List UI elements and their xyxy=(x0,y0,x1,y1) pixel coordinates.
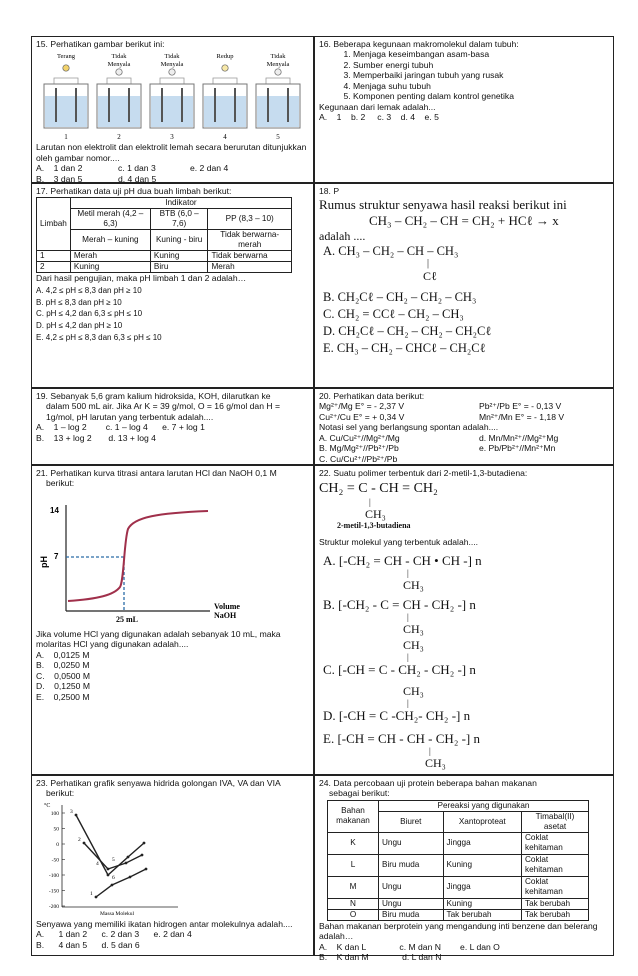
beaker-number: 2 xyxy=(117,133,121,142)
q20-data: Pb²⁺/Pb E° = - 0,13 V xyxy=(479,401,562,412)
table-cell: Kuning xyxy=(443,898,521,909)
point-label: 5 xyxy=(112,856,115,863)
q20-option[interactable]: A. Cu/Cu²⁺//Mg²⁺/Mg xyxy=(319,432,400,443)
q20-option[interactable]: B. Mg/Mg²⁺//Pb²⁺/Pb xyxy=(319,443,399,454)
hydride-boiling-point-chart xyxy=(38,799,188,917)
question-18 xyxy=(314,183,614,388)
q17-col-header: PP (8,3 – 10) xyxy=(208,209,292,230)
q17-limbah-header: Limbah xyxy=(37,198,71,251)
q24-protein-table xyxy=(327,800,589,921)
table-cell: Coklat kehitaman xyxy=(522,854,589,876)
q20-option[interactable]: e. Pb/Pb²⁺//Mn²⁺Mn xyxy=(479,443,556,454)
question-23 xyxy=(31,775,314,956)
q24-col-header: Xantoproteat xyxy=(443,811,521,832)
beaker-solution xyxy=(257,96,299,127)
data-point xyxy=(95,896,98,899)
data-point xyxy=(129,876,132,879)
q19-text: 1g/mol, pH larutan yang terbentuk adalah.... xyxy=(46,411,214,422)
y-tick-label: 50 xyxy=(53,826,59,833)
q17-ph-table xyxy=(36,197,292,273)
question-16 xyxy=(314,36,614,183)
point-label: 4 xyxy=(96,860,99,867)
q22-option-c-bond: | xyxy=(407,652,409,663)
y-tick-label: -200 xyxy=(48,903,59,910)
beaker-lamp-label: Menyala xyxy=(266,61,290,69)
lamp-icon xyxy=(275,69,281,75)
y-tick-label: -100 xyxy=(48,872,59,879)
electrolyte-beakers-figure xyxy=(36,50,306,142)
question-17 xyxy=(31,183,314,388)
q19-options-row1[interactable]: A. 1 – log 2 c. 1 – log 4 e. 7 + log 1 xyxy=(36,422,205,433)
q23-options-row2[interactable]: B. 4 dan 5 d. 5 dan 6 xyxy=(36,939,140,950)
q23-header2: berikut: xyxy=(46,788,75,799)
q16-item: 4. Menjaga suhu tubuh xyxy=(353,81,609,91)
q16-options[interactable]: A. 1 b. 2 c. 3 d. 4 e. 5 xyxy=(319,112,439,123)
q22-option-e-methyl: CH₃ xyxy=(425,756,446,771)
q15-option[interactable]: d. 4 dan 5 xyxy=(118,173,157,184)
beaker-solution xyxy=(45,96,87,127)
q22-monomer-name: 2-metil-1,3-butadiena xyxy=(337,521,411,531)
data-point xyxy=(145,868,148,871)
q15-header: 15. Perhatikan gambar berikut ini: xyxy=(36,39,165,49)
q18-header: 18. P xyxy=(319,186,340,196)
q23-header: 23. Perhatikan grafik senyawa hidrida golongan IVA, VA dan VIA xyxy=(36,778,281,788)
titration-curve-chart xyxy=(38,491,278,623)
data-point xyxy=(107,868,110,871)
q22-header: 22. Suatu polimer terbentuk dari 2-metil-1,3-butadiena: xyxy=(319,468,528,478)
q20-data: Mg²⁺/Mg E° = - 2,37 V xyxy=(319,401,405,412)
q17-question: Dari hasil pengujian, maka pH limbah 1 dan 2 adalah… xyxy=(36,273,247,284)
q22-monomer: CH₂ = C - CH = CH₂ xyxy=(319,481,438,497)
q15-question: Larutan non elektrolit dan elektrolit lemah secara berurutan ditunjukkan oleh gambar nomor.... xyxy=(36,142,307,163)
q17-option[interactable]: A. 4,2 ≤ pH ≤ 8,3 dan pH ≥ 10 xyxy=(36,285,142,295)
lamp-icon xyxy=(63,65,69,71)
table-cell: Ungu xyxy=(379,832,444,854)
table-cell: Coklat kehitaman xyxy=(522,832,589,854)
x-tick-25ml: 25 mL xyxy=(116,614,138,624)
data-point xyxy=(127,856,130,859)
q24-col-header: Biuret xyxy=(379,811,444,832)
q17-option[interactable]: C. pH ≤ 4,2 dan 6,3 ≤ pH ≤ 10 xyxy=(36,309,143,319)
data-point xyxy=(125,862,128,865)
question-24 xyxy=(314,775,614,963)
q17-color-range: Merah – kuning xyxy=(70,230,150,251)
q15-option[interactable]: e. 2 dan 4 xyxy=(190,163,229,174)
q20-option[interactable]: d. Mn/Mn²⁺//Mg²⁺Mg xyxy=(479,432,559,443)
q22-option-c[interactable]: C. [-CH = C - CH₂ - CH₂ -] n xyxy=(323,662,476,678)
point-label: 2 xyxy=(78,836,81,843)
q22-option-e-bond: | xyxy=(429,746,431,757)
q24-header2: sebagai berikut: xyxy=(329,788,390,799)
y-tick-label: 100 xyxy=(50,810,59,817)
table-cell: Ungu xyxy=(379,898,444,909)
table-cell: 1 xyxy=(37,251,71,262)
x-axis-label: Volume xyxy=(214,601,240,611)
table-cell: Tak berubah xyxy=(522,909,589,920)
q22-option-c-methyl: CH₃ xyxy=(403,638,424,653)
q18-option-a[interactable]: A. CH₃ – CH₂ – CH – CH₃ xyxy=(323,243,459,258)
q22-option-e[interactable]: E. [-CH = CH - CH - CH₂ -] n xyxy=(323,731,481,747)
q22-option-a[interactable]: A. [-CH₂ = CH - CH • CH -] n xyxy=(323,553,482,569)
y-tick-label: -150 xyxy=(48,888,59,895)
beaker-lamp-label: Menyala xyxy=(160,61,184,69)
q22-option-a-bond: | xyxy=(407,568,409,579)
beaker-number: 4 xyxy=(223,133,227,142)
question-15 xyxy=(31,36,314,183)
q17-color-range: Kuning - biru xyxy=(150,230,208,251)
table-cell: Merah xyxy=(70,251,150,262)
q22-question: Struktur molekul yang terbentuk adalah.... xyxy=(319,536,479,547)
point-label: 3 xyxy=(70,808,73,815)
data-point xyxy=(143,842,146,845)
q18-option-d[interactable]: D. CH₂Cℓ – CH₂ – CH₂ – CH₂Cℓ xyxy=(323,324,492,339)
q20-question: Notasi sel yang berlangsung spontan adalah.... xyxy=(319,422,499,433)
question-20 xyxy=(314,388,614,465)
q15-option[interactable]: c. 1 dan 3 xyxy=(118,163,156,174)
table-cell: Kuning xyxy=(443,854,521,876)
beaker-lamp-label: Tidak xyxy=(164,53,180,61)
q24-col-header: Bahan makanan xyxy=(328,800,379,832)
q18-prompt: Rumus struktur senyawa hasil reaksi berikut ini xyxy=(319,197,567,213)
q22-option-b-methyl: CH₃ xyxy=(403,621,424,636)
beaker-number: 1 xyxy=(64,133,68,142)
beaker-lamp-label: Menyala xyxy=(107,61,131,69)
q16-item: 5. Komponen penting dalam kontrol genetika xyxy=(353,91,609,101)
table-cell: O xyxy=(328,909,379,920)
beaker-lamp-label: Tidak xyxy=(270,53,286,61)
q15-option[interactable]: A. 1 dan 2 xyxy=(36,163,83,174)
beaker-solution xyxy=(151,96,193,127)
point-label: 1 xyxy=(90,890,93,897)
table-cell: Biru muda xyxy=(379,909,444,920)
titration-curve xyxy=(68,511,208,601)
table-cell: Merah xyxy=(208,262,292,273)
q21-header2: berikut: xyxy=(46,478,75,489)
q16-list xyxy=(319,49,609,101)
q15-options xyxy=(36,163,296,184)
q24-header: 24. Data percobaan uji protein beberapa bahan makanan xyxy=(319,778,537,788)
q17-col-header: Metil merah (4,2 – 6,3) xyxy=(70,209,150,230)
beaker-solution xyxy=(98,96,140,127)
q17-option[interactable]: D. pH ≤ 4,2 dan pH ≥ 10 xyxy=(36,321,123,331)
question-22 xyxy=(314,465,614,775)
beaker-lamp-label: Tidak xyxy=(111,53,127,61)
lamp-icon xyxy=(222,65,228,71)
q21-option[interactable]: B. 0,0250 M xyxy=(36,660,90,671)
q18-reaction: CH₃ – CH₂ – CH = CH₂ + HCℓ → x xyxy=(369,213,559,229)
q17-indikator-header: Indikator xyxy=(70,198,291,209)
q18-option-e[interactable]: E. CH₃ – CH₂ – CHCℓ – CH₂Cℓ xyxy=(323,341,486,356)
q23-question: Senyawa yang memiliki ikatan hidrogen antar molekulnya adalah.... xyxy=(36,918,293,929)
q20-header: 20. Perhatikan data berikut: xyxy=(319,391,425,401)
question-21 xyxy=(31,465,314,775)
table-cell: Jingga xyxy=(443,876,521,898)
x-axis-label: NaOH xyxy=(214,610,237,620)
q22-option-d-methyl: CH₃ xyxy=(403,683,424,698)
y-tick-label: 0 xyxy=(56,841,59,848)
data-point xyxy=(111,884,114,887)
table-cell: L xyxy=(328,854,379,876)
q22-option-a-methyl: CH₃ xyxy=(403,578,424,593)
q19-text: 19. Sebanyak 5,6 gram kalium hidroksida, KOH, dilarutkan ke xyxy=(36,391,271,401)
point-label: 6 xyxy=(112,874,115,881)
data-point xyxy=(141,854,144,857)
q21-question: Jika volume HCl yang digunakan adalah sebanyak 10 mL, maka molaritas HCl yang digunakan adalah.... xyxy=(36,628,281,650)
q18-option-b[interactable]: B. CH₂Cℓ – CH₂ – CH₂ – CH₃ xyxy=(323,289,477,304)
y-tick-14: 14 xyxy=(50,505,59,515)
table-cell: Tidak berwarna xyxy=(208,251,292,262)
table-cell: Ungu xyxy=(379,876,444,898)
q24-options-row1[interactable]: A. K dan L c. M dan N e. L dan O xyxy=(319,941,500,952)
q24-group-header: Pereaksi yang digunakan xyxy=(379,800,589,811)
table-cell: Coklat kehitaman xyxy=(522,876,589,898)
table-cell: Tak berubah xyxy=(522,898,589,909)
q16-question: Kegunaan dari lemak adalah... xyxy=(319,101,436,112)
question-19 xyxy=(31,388,314,465)
data-point xyxy=(107,874,110,877)
beaker-number: 3 xyxy=(170,133,174,142)
lamp-icon xyxy=(116,69,122,75)
q17-col-header: BTB (6,0 – 7,6) xyxy=(150,209,208,230)
q15-option[interactable]: B. 3 dan 5 xyxy=(36,173,83,184)
q17-header: 17. Perhatikan data uji pH dua buah limbah berikut: xyxy=(36,186,232,196)
q21-option[interactable]: C. 0,0500 M xyxy=(36,670,90,681)
y-axis-label: pH xyxy=(39,555,49,568)
x-axis-label: Massa Molekul xyxy=(100,910,135,917)
q19-options-row2[interactable]: B. 13 + log 2 d. 13 + log 4 xyxy=(36,432,156,443)
q20-data: Mn²⁺/Mn E° = - 1,18 V xyxy=(479,411,565,422)
q24-options-row2[interactable]: B. K dan M d. L dan N xyxy=(319,952,442,963)
table-cell: 2 xyxy=(37,262,71,273)
table-cell: Tak berubah xyxy=(443,909,521,920)
q22-option-d-bond: | xyxy=(407,697,409,708)
q20-data: Cu²⁺/Cu E° = + 0,34 V xyxy=(319,411,405,422)
table-cell: Kuning xyxy=(70,262,150,273)
q22-option-b-bond: | xyxy=(407,611,409,622)
hydride-series-line xyxy=(96,869,146,897)
y-tick-7: 7 xyxy=(54,551,59,561)
q17-option[interactable]: B. pH ≤ 8,3 dan pH ≥ 10 xyxy=(36,297,122,307)
table-cell: M xyxy=(328,876,379,898)
table-cell: Jingga xyxy=(443,832,521,854)
q22-option-b[interactable]: B. [-CH₂ - C = CH - CH₂ -] n xyxy=(323,596,476,612)
q21-option[interactable]: E. 0,2500 M xyxy=(36,691,90,702)
q18-adalah: adalah .... xyxy=(319,229,366,244)
q22-monomer-methyl: CH₃ xyxy=(365,506,386,521)
beaker-number: 5 xyxy=(276,133,280,142)
q16-item: 1. Menjaga keseimbangan asam-basa xyxy=(353,49,609,59)
q23-options-row1[interactable]: A. 1 dan 2 c. 2 dan 3 e. 2 dan 4 xyxy=(36,929,192,940)
q16-header: 16. Beberapa kegunaan makromolekul dalam tubuh: xyxy=(319,39,519,49)
q18-option-c[interactable]: C. CH₂ = CCℓ – CH₂ – CH₃ xyxy=(323,306,464,321)
table-cell: Biru muda xyxy=(379,854,444,876)
q18-option-a-bond: | xyxy=(427,258,430,270)
y-tick-label: -50 xyxy=(51,857,59,864)
table-cell: Kuning xyxy=(150,251,208,262)
beaker-solution xyxy=(204,96,246,127)
q17-option[interactable]: E. 4,2 ≤ pH ≤ 8,3 dan 6,3 ≤ pH ≤ 10 xyxy=(36,332,162,342)
q17-color-range: Tidak berwarna- merah xyxy=(208,230,292,251)
table-cell: Biru xyxy=(150,262,208,273)
q22-option-d[interactable]: D. [-CH = C -CH₂- CH₂ -] n xyxy=(323,707,471,723)
q21-option[interactable]: A. 0,0125 M xyxy=(36,649,90,660)
beaker-lamp-label: Terang xyxy=(57,53,75,61)
q21-header: 21. Perhatikan kurva titrasi antara larutan HCl dan NaOH 0,1 M xyxy=(36,468,277,478)
q16-item: 3. Memperbaiki jaringan tubuh yang rusak xyxy=(353,70,609,80)
table-cell: N xyxy=(328,898,379,909)
q24-question: Bahan makanan berprotein yang mengandung inti benzene dan belerang adalah… xyxy=(319,920,598,942)
table-cell: K xyxy=(328,832,379,854)
q22-monomer-bond: | xyxy=(369,496,371,507)
y-axis-unit: °C xyxy=(44,802,51,809)
data-point xyxy=(83,842,86,845)
q16-item: 2. Sumber energi tubuh xyxy=(353,60,609,70)
q19-text: dalam 500 mL air. Jika Ar K = 39 g/mol, O = 16 g/mol dan H = xyxy=(46,401,280,412)
exam-page xyxy=(31,36,614,963)
q20-option[interactable]: C. Cu/Cu²⁺//Pb²⁺/Pb xyxy=(319,453,398,464)
lamp-icon xyxy=(169,69,175,75)
data-point xyxy=(75,814,78,817)
q24-col-header: Timabal(II) asetat xyxy=(522,811,589,832)
q18-option-a-cl: Cℓ xyxy=(423,269,437,284)
beaker-lamp-label: Redup xyxy=(216,53,234,61)
q21-option[interactable]: D. 0,1250 M xyxy=(36,681,90,692)
